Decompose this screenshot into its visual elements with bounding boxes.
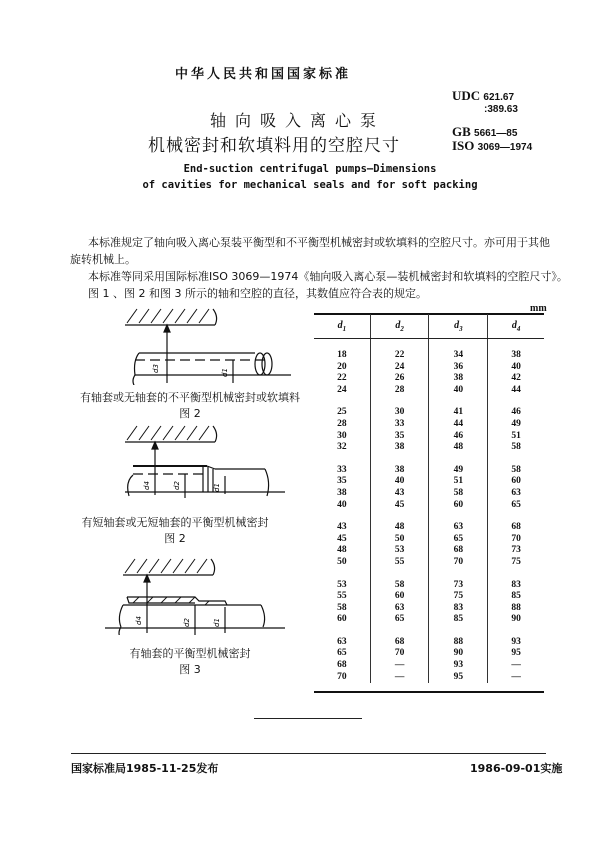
table-cell-d4: 63	[488, 488, 544, 500]
table-row	[314, 522, 544, 534]
table-cell-d4: —	[488, 672, 544, 684]
title-en-line2: of cavities for mechanical seals and for soft packing	[142, 179, 478, 191]
footer-rule	[71, 753, 546, 754]
table-cell-d2: 50	[370, 534, 429, 546]
spacer-cell	[488, 339, 544, 351]
table-cell-d2: 28	[370, 385, 429, 397]
table-cell-d3: 41	[429, 407, 488, 419]
table-row	[314, 614, 544, 626]
svg-text:d2: d2	[173, 481, 181, 490]
udc-label: UDC	[452, 88, 481, 103]
spacer-cell	[488, 454, 544, 465]
col-header-d2: $d_2$	[370, 314, 429, 339]
table-cell-d2: 30	[370, 407, 429, 419]
table-cell-d4: 58	[488, 442, 544, 454]
gb-label: GB	[452, 124, 471, 139]
table-row	[314, 465, 544, 477]
table-cell-d2: 53	[370, 545, 429, 557]
title-en	[100, 161, 520, 193]
table-cell-d1: 30	[337, 430, 347, 441]
table-cell-d4: 42	[488, 373, 544, 385]
standard-org: 中华人民共和国国家标准	[175, 67, 352, 82]
spacer-cell	[488, 511, 544, 522]
table-cell-d1: 65	[337, 648, 347, 659]
table-cell-d3: 44	[429, 419, 488, 431]
iso-value: 3069—1974	[477, 142, 533, 153]
figure-3-number: 图 3	[179, 663, 201, 676]
table-cell-d1: 18	[337, 350, 347, 360]
table-cell-d1: 68	[337, 660, 347, 671]
table-cell-d4: 51	[488, 431, 544, 443]
table-row	[314, 603, 544, 615]
svg-text:d4: d4	[135, 616, 143, 625]
col-header-d4: $d_4$	[488, 314, 544, 339]
table-cell-d1: 32	[337, 442, 347, 453]
gb-value: 5661—85	[474, 128, 518, 139]
group-spacer	[314, 339, 544, 351]
col-header-d1: $d_1$	[314, 314, 370, 339]
table-cell-d4: 44	[488, 385, 544, 397]
table-cell-d3: 75	[429, 591, 488, 603]
spacer-cell	[429, 339, 488, 351]
col-header-d3: $d_3$	[429, 314, 488, 339]
spacer-cell	[370, 396, 429, 407]
spacer-cell	[314, 396, 370, 407]
table-cell-d2: —	[370, 660, 429, 672]
svg-text:d1: d1	[213, 483, 221, 492]
table-cell-d2: 60	[370, 591, 429, 603]
group-spacer	[314, 626, 544, 637]
table-row	[314, 637, 544, 649]
figure-1-number: 图 2	[179, 407, 201, 420]
table-cell-d2: —	[370, 672, 429, 684]
table-cell-d3: 36	[429, 362, 488, 374]
table-row	[314, 350, 544, 362]
table-cell-d3: 88	[429, 637, 488, 649]
table-cell-d4: 88	[488, 603, 544, 615]
table-cell-d3: 90	[429, 648, 488, 660]
iso-label: ISO	[452, 138, 475, 153]
table-cell-d1: 35	[337, 476, 347, 487]
table-cell-d4: 58	[488, 465, 544, 477]
figure-1-diagram	[95, 305, 295, 385]
table-row	[314, 591, 544, 603]
table-cell-d2: 68	[370, 637, 429, 649]
table-cell-d3: 73	[429, 580, 488, 592]
spacer-cell	[370, 454, 429, 465]
spacer-cell	[314, 511, 370, 522]
paragraph-adoption: 本标准等同采用国际标准ISO 3069—1974《轴向吸入离心泵—装机械密封和软填料的空腔尺寸》。	[88, 270, 568, 283]
table-cell-d2: 45	[370, 500, 429, 512]
table-cell-d2: 58	[370, 580, 429, 592]
figure-1-caption: 有轴套或无轴套的不平衡型机械密封或软填料	[80, 391, 300, 404]
end-rule	[254, 718, 362, 719]
figure-3-caption: 有轴套的平衡型机械密封	[129, 647, 251, 660]
table-cell-d3: 65	[429, 534, 488, 546]
table-header-row	[314, 314, 544, 339]
spacer-cell	[314, 569, 370, 580]
table-row	[314, 407, 544, 419]
table-cell-d2: 35	[370, 431, 429, 443]
figure-3-diagram	[95, 555, 295, 635]
table-cell-d4: 95	[488, 648, 544, 660]
table-cell-d1: 45	[337, 533, 347, 544]
table-cell-d3: 40	[429, 385, 488, 397]
paragraph-figures: 图 1 、图 2 和图 3 所示的轴和空腔的直径，其数值应符合表的规定。	[88, 287, 427, 300]
table-row	[314, 545, 544, 557]
udc-block	[452, 90, 518, 116]
table-cell-d4: —	[488, 660, 544, 672]
table-cell-d4: 73	[488, 545, 544, 557]
spacer-cell	[429, 569, 488, 580]
table-cell-d3: 83	[429, 603, 488, 615]
table-cell-d3: 95	[429, 672, 488, 684]
issued-date: 国家标准局1985-11-25发布	[71, 762, 219, 775]
table-row	[314, 580, 544, 592]
spacer-cell	[429, 511, 488, 522]
table-cell-d2: 63	[370, 603, 429, 615]
table-cell-d2: 38	[370, 442, 429, 454]
table-row	[314, 431, 544, 443]
udc-value2: :389.63	[484, 104, 518, 115]
table-bottom-rule	[314, 691, 544, 693]
table-cell-d4: 60	[488, 476, 544, 488]
spacer-cell	[370, 511, 429, 522]
spacer-cell	[429, 454, 488, 465]
group-spacer	[314, 454, 544, 465]
table-cell-d3: 58	[429, 488, 488, 500]
table-body	[314, 339, 544, 684]
title-en-line1: End-suction centrifugal pumps—Dimensions	[183, 163, 437, 175]
table-cell-d3: 48	[429, 442, 488, 454]
figure-2-caption: 有短轴套或无短轴套的平衡型机械密封	[81, 516, 269, 529]
table-cell-d4: 46	[488, 407, 544, 419]
table-row	[314, 476, 544, 488]
table-row	[314, 500, 544, 512]
table-cell-d4: 49	[488, 419, 544, 431]
table-cell-d2: 38	[370, 465, 429, 477]
spacer-cell	[429, 626, 488, 637]
table-cell-d1: 22	[337, 373, 347, 384]
table-cell-d4: 85	[488, 591, 544, 603]
table-cell-d1: 55	[337, 591, 347, 602]
table-cell-d4: 83	[488, 580, 544, 592]
table-cell-d2: 48	[370, 522, 429, 534]
table-cell-d1: 63	[337, 636, 347, 647]
table-cell-d4: 68	[488, 522, 544, 534]
table-cell-d1: 40	[337, 499, 347, 510]
table-cell-d4: 93	[488, 637, 544, 649]
spacer-cell	[314, 626, 370, 637]
table-cell-d2: 40	[370, 476, 429, 488]
table-cell-d3: 38	[429, 373, 488, 385]
table-cell-d3: 85	[429, 614, 488, 626]
table-cell-d4: 70	[488, 534, 544, 546]
figure-2-diagram	[95, 420, 295, 500]
table-row	[314, 660, 544, 672]
udc-value1: 621.67	[483, 92, 515, 103]
table-cell-d3: 60	[429, 500, 488, 512]
spacer-cell	[488, 569, 544, 580]
spacer-cell	[429, 396, 488, 407]
effective-date: 1986-09-01实施	[470, 762, 563, 775]
table-cell-d1: 38	[337, 487, 347, 498]
gb-block	[452, 126, 532, 154]
table-cell-d3: 63	[429, 522, 488, 534]
title-zh-line1: 轴向吸入离心泵	[210, 111, 386, 130]
table-row	[314, 362, 544, 374]
table-cell-d2: 43	[370, 488, 429, 500]
table-row	[314, 648, 544, 660]
table-cell-d4: 40	[488, 362, 544, 374]
table-cell-d3: 34	[429, 350, 488, 362]
title-zh-line2: 机械密封和软填料用的空腔尺寸	[148, 136, 400, 156]
table-cell-d2: 55	[370, 557, 429, 569]
spacer-cell	[314, 339, 370, 351]
spacer-cell	[370, 339, 429, 351]
table-cell-d1: 25	[337, 407, 347, 418]
spacer-cell	[488, 396, 544, 407]
table-cell-d1: 48	[337, 545, 347, 556]
table-unit: mm	[530, 303, 547, 314]
table-cell-d2: 33	[370, 419, 429, 431]
svg-text:d1: d1	[221, 368, 229, 377]
table-row	[314, 419, 544, 431]
table-cell-d3: 68	[429, 545, 488, 557]
table-cell-d1: 60	[337, 614, 347, 625]
spacer-cell	[370, 569, 429, 580]
table-cell-d3: 70	[429, 557, 488, 569]
spacer-cell	[488, 626, 544, 637]
figure-2-number: 图 2	[164, 532, 186, 545]
dimensions-table	[314, 314, 544, 683]
table-cell-d2: 26	[370, 373, 429, 385]
table-cell-d2: 22	[370, 350, 429, 362]
table-cell-d1: 53	[337, 579, 347, 590]
table-cell-d2: 65	[370, 614, 429, 626]
table-row	[314, 557, 544, 569]
spacer-cell	[314, 454, 370, 465]
group-spacer	[314, 396, 544, 407]
group-spacer	[314, 511, 544, 522]
svg-text:d1: d1	[213, 618, 221, 627]
table-cell-d1: 33	[337, 464, 347, 475]
table-cell-d3: 46	[429, 431, 488, 443]
group-spacer	[314, 569, 544, 580]
table-cell-d1: 70	[337, 671, 347, 682]
table-row	[314, 672, 544, 684]
table-cell-d1: 20	[337, 361, 347, 372]
table-cell-d1: 24	[337, 384, 347, 395]
table-row	[314, 385, 544, 397]
table-cell-d3: 51	[429, 476, 488, 488]
table-row	[314, 488, 544, 500]
svg-text:d2: d2	[183, 618, 191, 627]
table-cell-d2: 24	[370, 362, 429, 374]
table-cell-d2: 70	[370, 648, 429, 660]
table-cell-d1: 28	[337, 418, 347, 429]
paragraph-scope: 本标准规定了轴向吸入离心泵装平衡型和不平衡型机械密封或软填料的空腔尺寸。亦可用于其他	[88, 236, 550, 249]
table-row	[314, 442, 544, 454]
table-cell-d3: 93	[429, 660, 488, 672]
table-cell-d4: 90	[488, 614, 544, 626]
spacer-cell	[370, 626, 429, 637]
table-cell-d1: 43	[337, 522, 347, 533]
paragraph-scope-cont: 旋转机械上。	[70, 253, 136, 266]
table-cell-d4: 38	[488, 350, 544, 362]
table-row	[314, 373, 544, 385]
svg-text:d3: d3	[152, 364, 160, 373]
table-cell-d4: 65	[488, 500, 544, 512]
table-cell-d1: 50	[337, 556, 347, 567]
table-cell-d1: 58	[337, 602, 347, 613]
table-row	[314, 534, 544, 546]
svg-text:d4: d4	[143, 481, 151, 490]
table-cell-d3: 49	[429, 465, 488, 477]
table-cell-d4: 75	[488, 557, 544, 569]
